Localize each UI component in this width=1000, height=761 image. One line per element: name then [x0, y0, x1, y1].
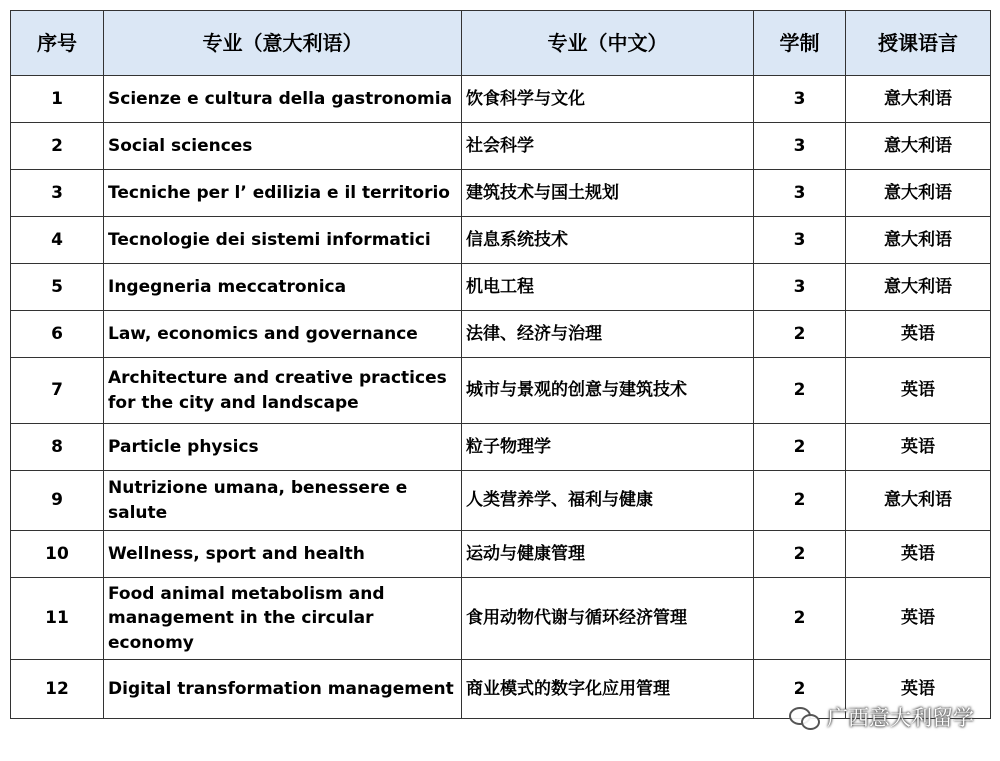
cell-number: 7 — [11, 358, 104, 424]
table-row — [11, 217, 991, 264]
cell-number: 8 — [11, 424, 104, 471]
cell-major-chinese: 信息系统技术 — [462, 217, 754, 264]
cell-major-chinese: 机电工程 — [462, 264, 754, 311]
cell-major-italian: Wellness, sport and health — [104, 531, 462, 578]
cell-major-chinese: 人类营养学、福利与健康 — [462, 471, 754, 531]
cell-duration: 3 — [754, 76, 846, 123]
cell-major-chinese: 运动与健康管理 — [462, 531, 754, 578]
cell-duration: 3 — [754, 264, 846, 311]
cell-number: 10 — [11, 531, 104, 578]
cell-major-chinese: 食用动物代谢与循环经济管理 — [462, 578, 754, 660]
cell-duration: 2 — [754, 311, 846, 358]
cell-major-italian: Tecniche per l’ edilizia e il territorio — [104, 170, 462, 217]
table-row — [11, 76, 991, 123]
cell-major-chinese: 饮食科学与文化 — [462, 76, 754, 123]
cell-duration: 2 — [754, 358, 846, 424]
cell-duration: 3 — [754, 170, 846, 217]
cell-language: 英语 — [846, 660, 991, 719]
cell-duration: 3 — [754, 123, 846, 170]
cell-language: 意大利语 — [846, 170, 991, 217]
cell-major-italian: Ingegneria meccatronica — [104, 264, 462, 311]
cell-major-chinese: 法律、经济与治理 — [462, 311, 754, 358]
cell-major-chinese: 建筑技术与国土规划 — [462, 170, 754, 217]
cell-duration: 2 — [754, 660, 846, 719]
table-row — [11, 578, 991, 660]
cell-language: 意大利语 — [846, 76, 991, 123]
cell-major-italian: Law, economics and governance — [104, 311, 462, 358]
cell-language: 意大利语 — [846, 471, 991, 531]
cell-major-italian: Nutrizione umana, benessere e salute — [104, 471, 462, 531]
brand-label: 广西意大利留学 — [827, 706, 974, 730]
cell-number: 6 — [11, 311, 104, 358]
cell-language: 意大利语 — [846, 123, 991, 170]
cell-language: 英语 — [846, 531, 991, 578]
table-row — [11, 311, 991, 358]
cell-major-chinese: 粒子物理学 — [462, 424, 754, 471]
table-row — [11, 264, 991, 311]
table-row — [11, 358, 991, 424]
cell-number: 2 — [11, 123, 104, 170]
cell-number: 12 — [11, 660, 104, 719]
cell-major-italian: Digital transformation management — [104, 660, 462, 719]
cell-major-italian: Architecture and creative practices for the city and landscape — [104, 358, 462, 424]
cell-duration: 2 — [754, 471, 846, 531]
cell-major-chinese: 社会科学 — [462, 123, 754, 170]
table-row — [11, 170, 991, 217]
header-major-italian: 专业（意大利语） — [104, 11, 462, 76]
table-row — [11, 123, 991, 170]
header-duration: 学制 — [754, 11, 846, 76]
header-number: 序号 — [11, 11, 104, 76]
cell-major-italian: Tecnologie dei sistemi informatici — [104, 217, 462, 264]
cell-major-italian: Food animal metabolism and management in the circular economy — [104, 578, 462, 660]
cell-major-italian: Particle physics — [104, 424, 462, 471]
cell-language: 意大利语 — [846, 217, 991, 264]
cell-major-italian: Social sciences — [104, 123, 462, 170]
header-language: 授课语言 — [846, 11, 991, 76]
cell-language: 英语 — [846, 358, 991, 424]
cell-language: 意大利语 — [846, 264, 991, 311]
cell-language: 英语 — [846, 578, 991, 660]
cell-number: 9 — [11, 471, 104, 531]
cell-duration: 2 — [754, 578, 846, 660]
cell-number: 3 — [11, 170, 104, 217]
cell-number: 5 — [11, 264, 104, 311]
cell-number: 11 — [11, 578, 104, 660]
cell-language: 英语 — [846, 311, 991, 358]
cell-major-italian: Scienze e cultura della gastronomia — [104, 76, 462, 123]
cell-number: 4 — [11, 217, 104, 264]
table-row — [11, 531, 991, 578]
table-row — [11, 471, 991, 531]
cell-duration: 2 — [754, 531, 846, 578]
table-row — [11, 424, 991, 471]
cell-number: 1 — [11, 76, 104, 123]
cell-language: 英语 — [846, 424, 991, 471]
table-row — [11, 660, 991, 719]
table-header-row — [11, 11, 991, 76]
cell-duration: 3 — [754, 217, 846, 264]
program-table — [10, 10, 991, 719]
cell-major-chinese: 城市与景观的创意与建筑技术 — [462, 358, 754, 424]
program-table-container — [10, 10, 990, 750]
cell-major-chinese: 商业模式的数字化应用管理 — [462, 660, 754, 719]
cell-duration: 2 — [754, 424, 846, 471]
header-major-chinese: 专业（中文） — [462, 11, 754, 76]
